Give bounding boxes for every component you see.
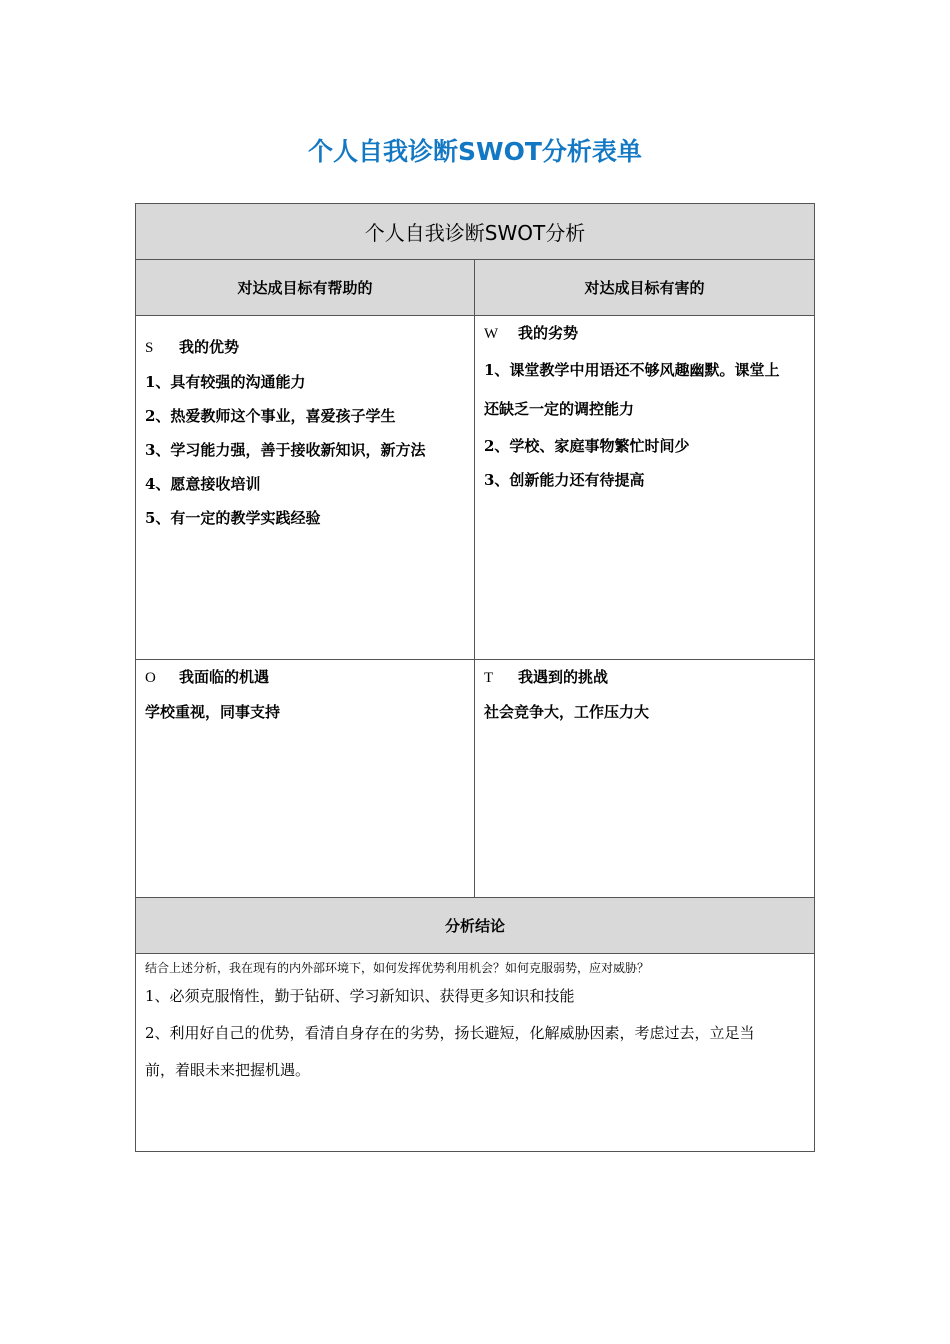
weaknesses-item: 2、学校、家庭事物繁忙时间少: [484, 437, 690, 455]
conclusion-intro: 结合上述分析，我在现有的内外部环境下，如何发挥优势利用机会？如何克服弱势，应对威胁？: [145, 961, 650, 975]
strengths-letter: S: [145, 340, 154, 356]
opportunities-item: 学校重视，同事支持: [145, 703, 281, 721]
strengths-title: 我的优势: [179, 338, 240, 356]
threats-letter: T: [484, 670, 494, 686]
threats-cell: [475, 660, 814, 898]
conclusion-body: [136, 954, 814, 1151]
swot-table: [135, 203, 815, 1152]
opportunities-title: 我面临的机遇: [179, 668, 270, 686]
opportunities-heading: [145, 660, 474, 695]
harmful-column-header: 对达成目标有害的: [475, 260, 814, 316]
threats-title: 我遇到的挑战: [518, 668, 609, 686]
weaknesses-heading: [484, 316, 814, 351]
weaknesses-item: 还缺乏一定的调控能力: [484, 400, 635, 418]
weaknesses-title: 我的劣势: [518, 324, 579, 342]
conclusion-line: 前，着眼未来把握机遇。: [145, 1061, 311, 1079]
strengths-item: 3、学习能力强，善于接收新知识，新方法: [145, 441, 426, 459]
conclusion-line: 2、利用好自己的优势，看清自身存在的劣势，扬长避短，化解威胁因素，考虑过去，立足当: [145, 1024, 755, 1042]
threats-heading: [484, 660, 814, 695]
helpful-column-header: 对达成目标有帮助的: [136, 260, 475, 316]
opportunities-cell: [136, 660, 475, 898]
strengths-item: 1、具有较强的沟通能力: [145, 373, 306, 391]
table-main-header: 个人自我诊断SWOT分析: [136, 204, 814, 260]
strengths-item: 4、愿意接收培训: [145, 475, 261, 493]
weaknesses-letter: W: [484, 326, 499, 342]
strengths-item: 2、热爱教师这个事业，喜爱孩子学生: [145, 407, 396, 425]
threats-item: 社会竞争大，工作压力大: [484, 703, 650, 721]
strengths-cell: [136, 316, 475, 660]
document-title: 个人自我诊断SWOT分析表单: [308, 137, 642, 166]
strengths-heading: [145, 330, 474, 365]
conclusion-line: 1、必须克服惰性，勤于钻研、学习新知识、获得更多知识和技能: [145, 987, 575, 1005]
weaknesses-item: 1、课堂教学中用语还不够风趣幽默。课堂上: [484, 361, 780, 379]
strengths-item: 5、有一定的教学实践经验: [145, 509, 321, 527]
opportunities-letter: O: [145, 670, 156, 686]
conclusion-header: 分析结论: [136, 898, 814, 954]
weaknesses-item: 3、创新能力还有待提高: [484, 471, 645, 489]
weaknesses-cell: [475, 316, 814, 660]
